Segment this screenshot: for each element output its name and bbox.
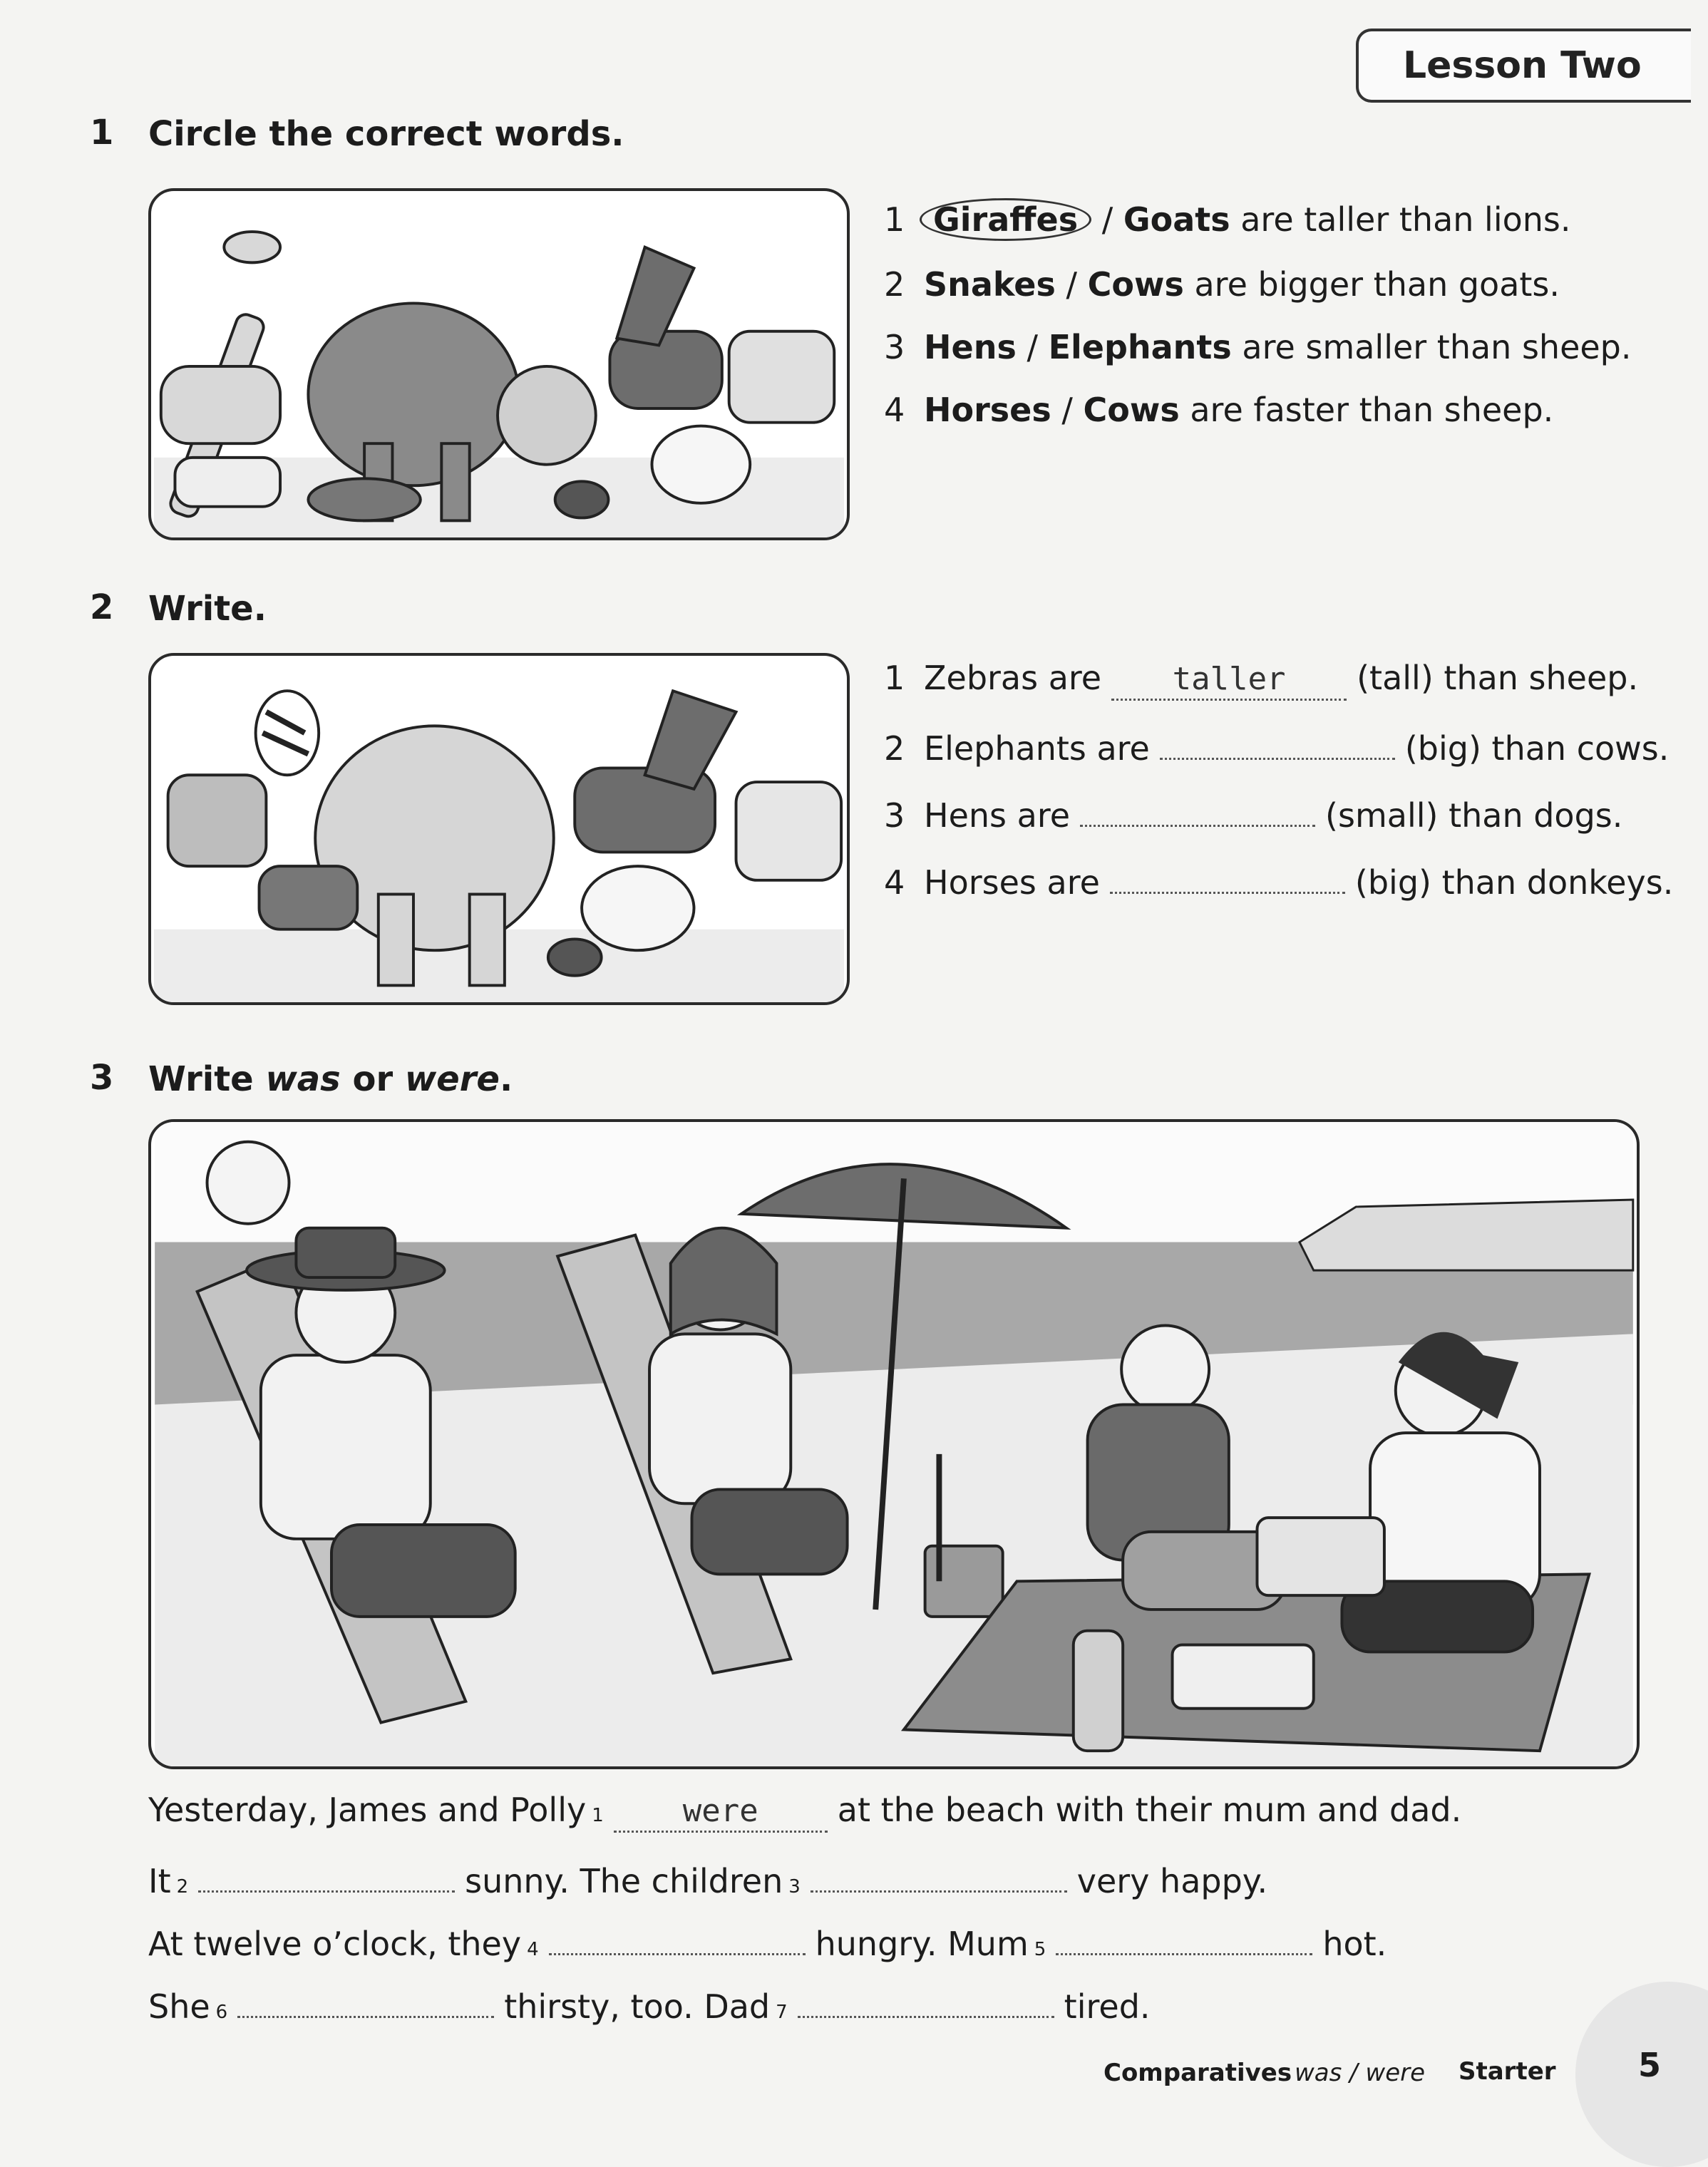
story-answer-5[interactable]	[1056, 1916, 1312, 1955]
ex1-item-4: 4 Horses / Cows are faster than sheep.	[884, 391, 1554, 429]
story-answer-1[interactable]: were	[614, 1793, 828, 1833]
beach-illustration	[151, 1122, 1637, 1766]
exercise-1-title: Circle the correct words.	[148, 114, 624, 154]
exercise-1-number: 1	[90, 113, 114, 153]
answer-field-3[interactable]	[1080, 788, 1315, 827]
ex1-item-3: 3 Hens / Elephants are smaller than sheep.	[884, 328, 1632, 366]
story-line-1: Yesterday, James and Polly 1 were at the beach with their mum and dad.	[148, 1791, 1461, 1833]
page-number: 5	[1638, 2046, 1662, 2084]
answer-field-2[interactable]	[1160, 721, 1395, 760]
option-horses[interactable]: Horses	[924, 391, 1051, 429]
circled-answer-giraffes[interactable]: Giraffes	[920, 198, 1091, 241]
footer-topic-was-were: was / were	[1295, 2059, 1426, 2087]
ex2-item-1: 1 Zebras are taller (tall) than sheep.	[884, 659, 1697, 701]
ex2-item-3: 3 Hens are (small) than dogs.	[884, 788, 1697, 835]
exercise-2-title: Write.	[148, 589, 267, 629]
option-hens[interactable]: Hens	[924, 328, 1017, 366]
ex1-item-1: 1 Giraffes / Goats are taller than lions.	[884, 198, 1668, 241]
exercise-3-number: 3	[90, 1058, 114, 1098]
animals-illustration-2	[151, 656, 847, 1002]
option-snakes[interactable]: Snakes	[924, 265, 1056, 304]
story-answer-6[interactable]	[237, 1979, 494, 2018]
story-answer-2[interactable]	[198, 1853, 455, 1893]
beach-picture	[148, 1119, 1640, 1769]
story-line-4: She 6 thirsty, too. Dad 7 tired.	[148, 1979, 1151, 2026]
answer-field-1[interactable]: taller	[1111, 662, 1347, 701]
ex2-item-4: 4 Horses are (big) than donkeys.	[884, 855, 1697, 902]
animals-picture-2	[148, 653, 850, 1005]
footer-topic-comparatives: Comparatives	[1103, 2059, 1292, 2087]
option-cows[interactable]: Cows	[1087, 265, 1184, 304]
option-goats[interactable]: Goats	[1123, 200, 1230, 239]
option-elephants[interactable]: Elephants	[1048, 328, 1232, 366]
exercise-2-items	[884, 659, 1697, 902]
animals-picture-1	[148, 188, 850, 540]
lesson-tab	[1356, 29, 1691, 103]
story-line-3: At twelve o’clock, they 4 hungry. Mum 5 hot.	[148, 1916, 1387, 1963]
exercise-1-items	[884, 198, 1668, 429]
footer-level: Starter	[1459, 2057, 1556, 2086]
answer-field-4[interactable]	[1110, 855, 1345, 894]
story-answer-7[interactable]	[798, 1979, 1054, 2018]
ex2-item-2: 2 Elephants are (big) than cows.	[884, 721, 1697, 768]
story-line-2: It 2 sunny. The children 3 very happy.	[148, 1853, 1267, 1900]
option-cows[interactable]: Cows	[1083, 391, 1180, 429]
story-answer-4[interactable]	[549, 1916, 806, 1955]
exercise-2-number: 2	[90, 587, 114, 627]
animals-illustration-1	[151, 191, 847, 537]
ex1-item-2: 2 Snakes / Cows are bigger than goats.	[884, 265, 1560, 304]
exercise-3-title: Write was or were.	[148, 1059, 513, 1099]
story-answer-3[interactable]	[811, 1853, 1067, 1893]
lesson-title: Lesson Two	[1403, 44, 1642, 87]
